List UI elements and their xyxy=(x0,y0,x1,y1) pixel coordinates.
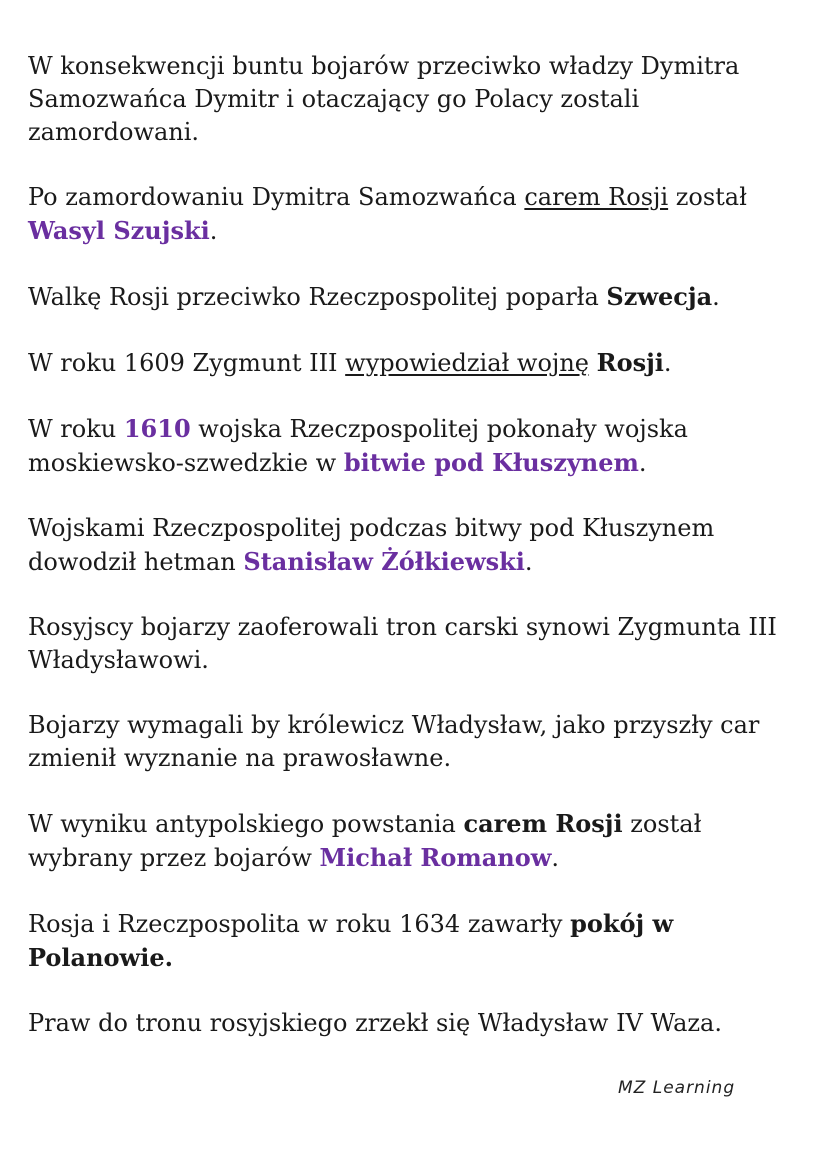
text-segment: został xyxy=(668,183,747,211)
text-segment: Bojarzy wymagali by królewicz Władysław, jako przyszły car zmienił wyznanie na prawosławne. xyxy=(28,711,760,772)
text-segment: Po zamordowaniu Dymitra Samozwańca xyxy=(28,183,525,211)
footer-brand: MZ Learning xyxy=(618,1078,736,1098)
underlined-term: carem Rosji xyxy=(524,183,669,211)
text-segment: Walkę Rosji przeciwko Rzeczpospolitej poparła xyxy=(28,283,607,311)
text-segment: wojska Rzeczpospolitej pokonały wojska moskiewsko-szwedzkie w xyxy=(28,415,688,477)
paragraph-10 xyxy=(28,907,808,975)
paragraph-11 xyxy=(28,1007,808,1040)
text-segment: . xyxy=(663,349,672,377)
text-segment: W konsekwencji buntu bojarów przeciwko władzy Dymitra Samozwańca Dymitr i otaczający go Polacy zostali zamordowani. xyxy=(28,52,740,146)
paragraph-9 xyxy=(28,807,808,875)
text-segment: W wyniku antypolskiego powstania xyxy=(28,810,464,838)
paragraph-6 xyxy=(28,512,808,579)
text-segment: . xyxy=(551,844,560,872)
bold-term: carem Rosji xyxy=(463,809,623,838)
text-segment: . xyxy=(524,548,533,576)
bold-term: Rosji xyxy=(596,348,664,377)
document-body xyxy=(28,50,808,1072)
paragraph-8 xyxy=(28,709,808,775)
text-segment: . xyxy=(712,283,720,311)
text-segment: Rosyjscy bojarzy zaoferowali tron carski synowi Zygmunta III Władysławowi. xyxy=(28,613,777,674)
text-segment: . xyxy=(638,449,647,477)
highlighted-name: Michał Romanow xyxy=(319,843,552,872)
paragraph-2 xyxy=(28,181,808,248)
highlighted-year: 1610 xyxy=(123,414,191,443)
bold-term: pokój w Polanowie. xyxy=(28,909,674,972)
bold-term: Szwecja xyxy=(606,282,713,311)
text-segment: Wojskami Rzeczpospolitej podczas bitwy pod Kłuszynem dowodził hetman xyxy=(28,514,715,576)
text-segment: został wybrany przez bojarów xyxy=(28,810,702,872)
paragraph-5 xyxy=(28,412,808,480)
text-segment: W roku 1609 Zygmunt III xyxy=(28,349,346,377)
highlighted-battle: bitwie pod Kłuszynem xyxy=(343,448,639,477)
text-segment xyxy=(589,349,597,377)
paragraph-4 xyxy=(28,346,808,380)
highlighted-name: Stanisław Żółkiewski xyxy=(243,547,525,576)
text-segment: . xyxy=(209,217,218,245)
text-segment: Rosja i Rzeczpospolita w roku 1634 zawarły xyxy=(28,910,571,938)
highlighted-name: Wasyl Szujski xyxy=(28,216,210,245)
paragraph-3 xyxy=(28,280,808,314)
underlined-term: wypowiedział wojnę xyxy=(345,349,590,377)
text-segment: W roku xyxy=(28,415,124,443)
paragraph-1 xyxy=(28,50,808,149)
paragraph-7 xyxy=(28,611,808,677)
text-segment: Praw do tronu rosyjskiego zrzekł się Władysław IV Waza. xyxy=(28,1009,722,1037)
